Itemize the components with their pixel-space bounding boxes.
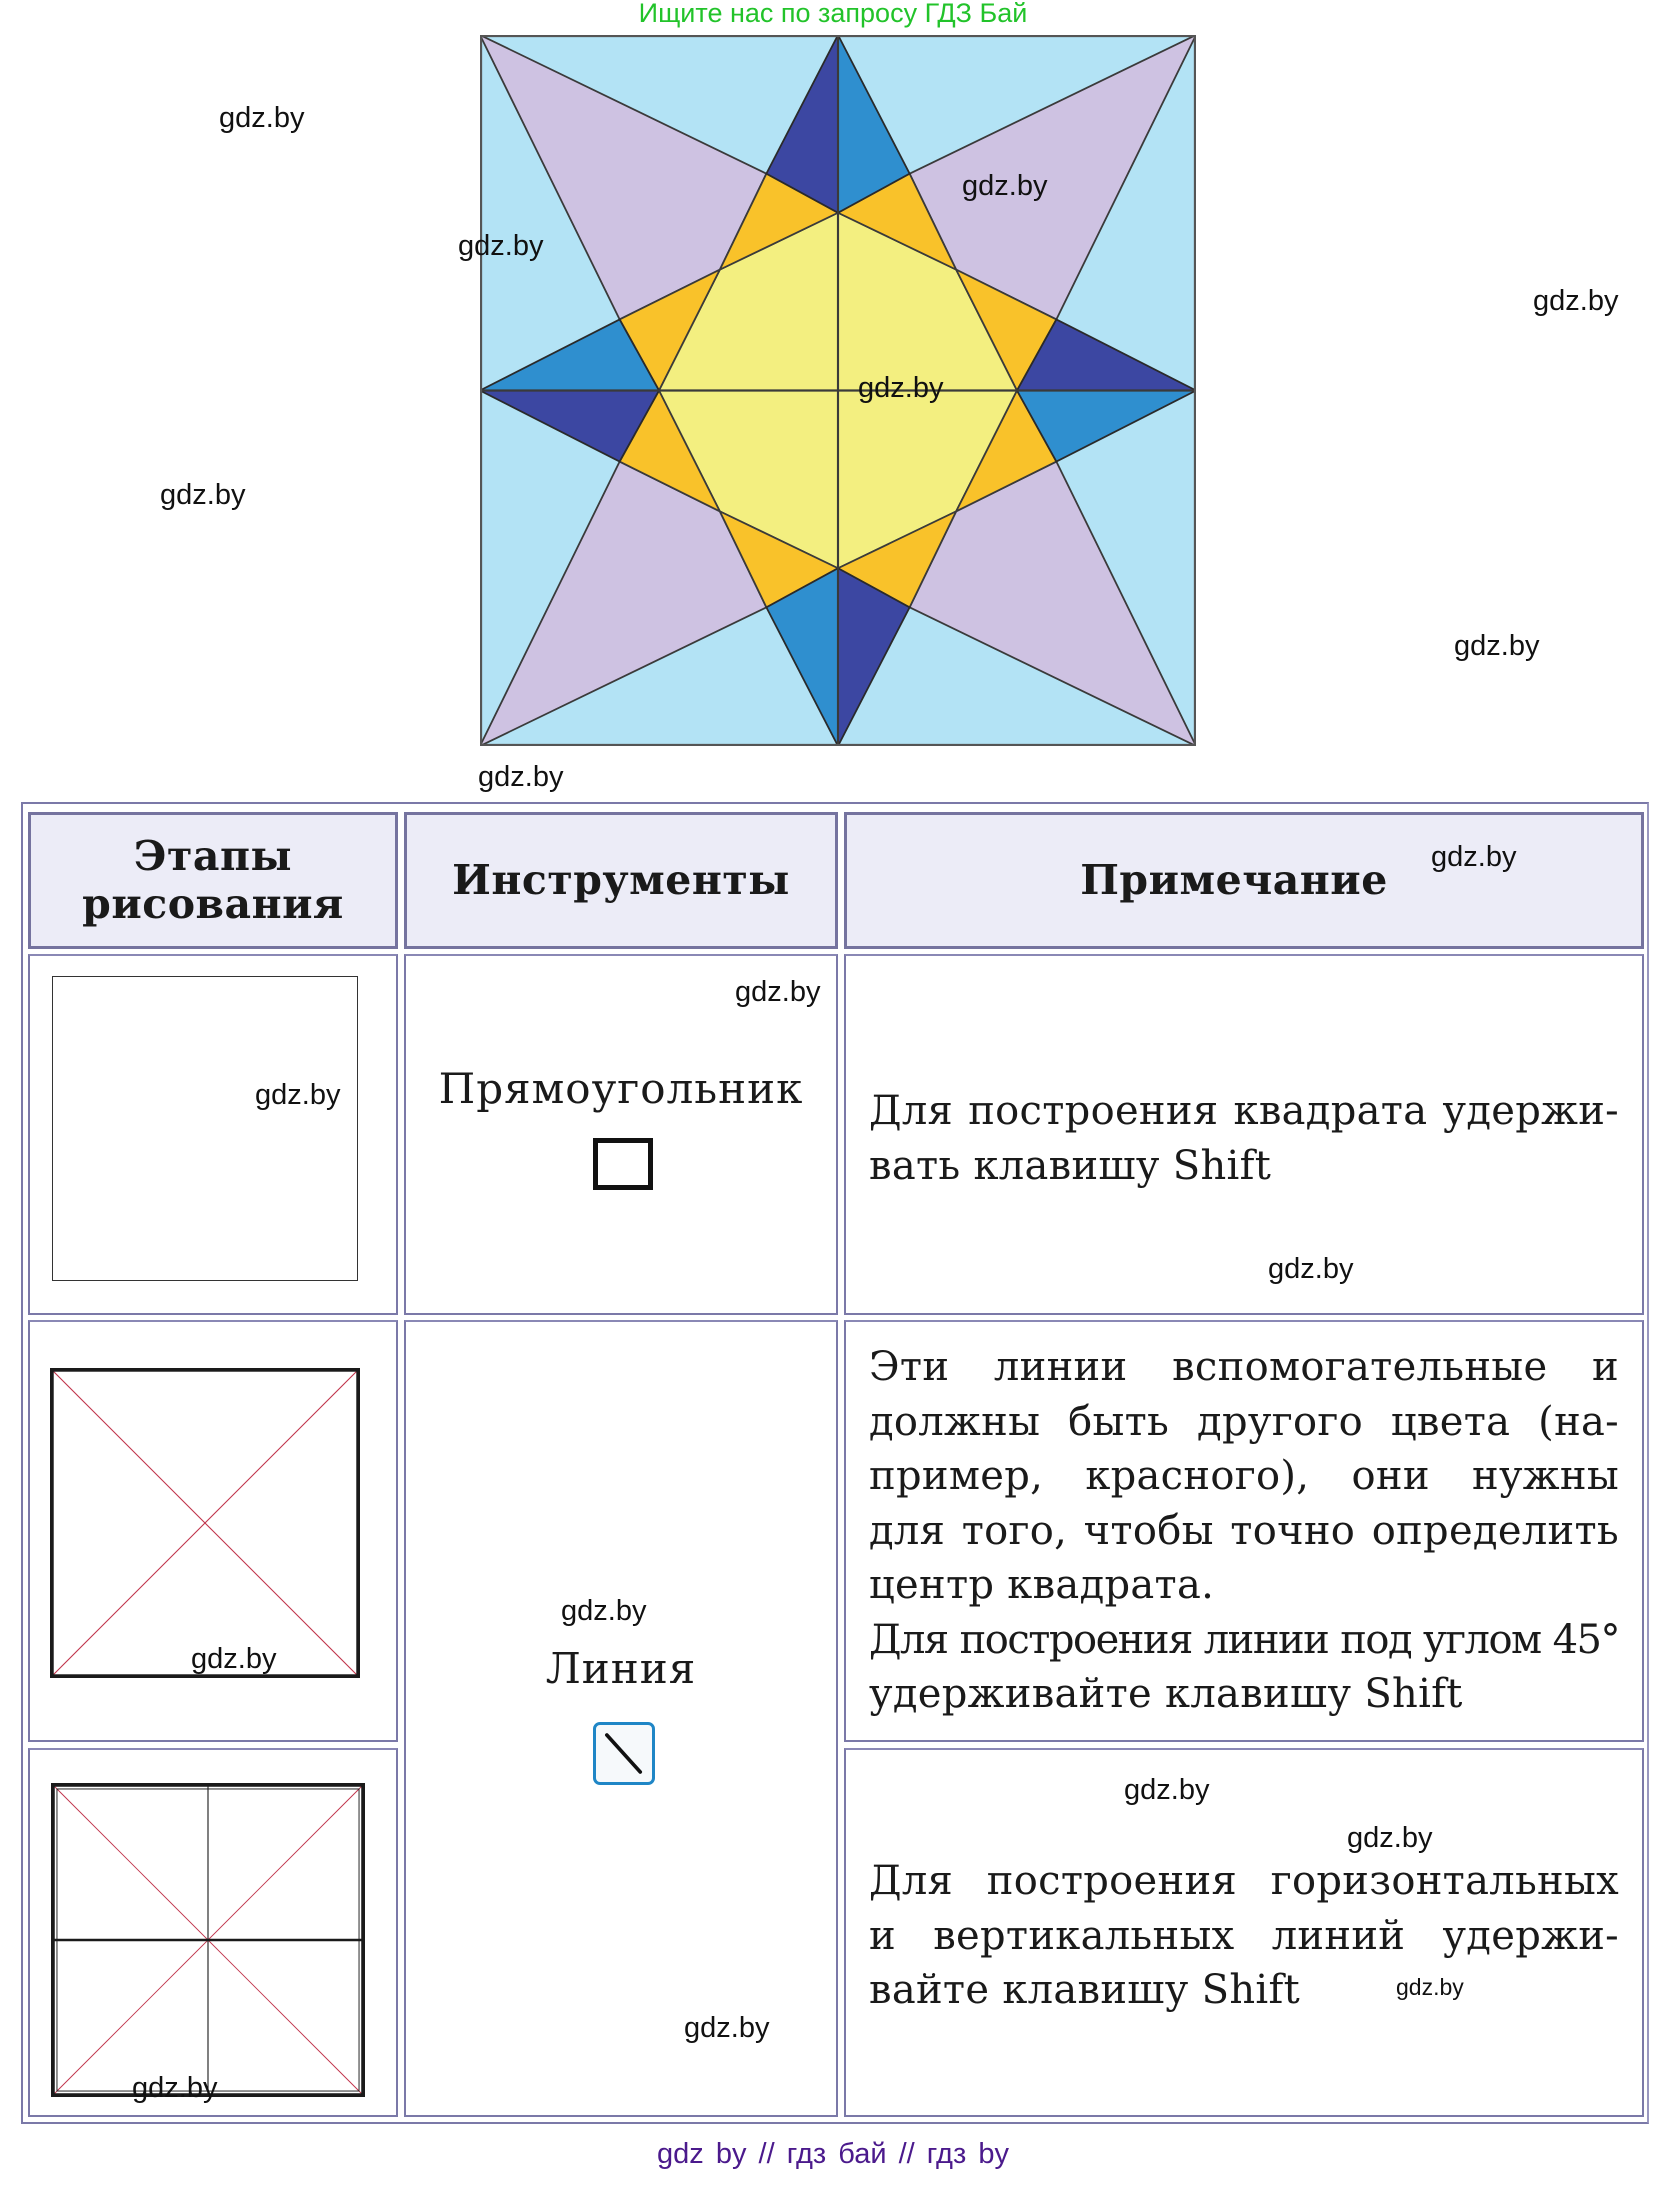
- note-text: Эти линии вспомогательные и: [869, 1344, 1619, 1390]
- watermark: gdz.by: [735, 976, 821, 1008]
- stage-cell-1: [28, 954, 398, 1315]
- header-notes: [844, 812, 1644, 949]
- note-text: и вертикальных линий удержи-: [869, 1912, 1619, 1959]
- footer-links[interactable]: gdz by // гдз бай // гдз by: [657, 2138, 1009, 2170]
- note-text: для того, чтобы точно определить: [869, 1507, 1619, 1554]
- stage-cell-3: [28, 1748, 398, 2117]
- note-text: Для построения линии под углом 45°: [869, 1616, 1619, 1663]
- note-text: центр квадрата.: [869, 1562, 1215, 1608]
- note-cell-2: [844, 1320, 1644, 1742]
- watermark: gdz.by: [1533, 285, 1619, 317]
- note-cell-3: [844, 1748, 1644, 2117]
- watermark: gdz.by: [160, 479, 246, 511]
- header-stages-line1: Этапы: [133, 832, 293, 880]
- note-text: вайте клавишу Shift: [869, 1967, 1300, 2013]
- watermark: gdz.by: [1396, 1974, 1464, 2000]
- watermark: gdz.by: [478, 761, 564, 793]
- rectangle-tool-icon: [593, 1138, 653, 1190]
- line-tool-icon: [593, 1722, 655, 1785]
- stage-square-outline: [52, 976, 358, 1281]
- header-stages: [28, 812, 398, 949]
- note-text: Для построения квадрата удержи-: [869, 1088, 1619, 1134]
- watermark: gdz.by: [684, 2012, 770, 2044]
- watermark: gdz.by: [219, 102, 305, 134]
- note-text: Для построения горизонтальных: [869, 1858, 1619, 1904]
- header-notes-label: Примечание: [1080, 856, 1388, 904]
- search-hint-banner: Ищите нас по запросу ГДЗ Бай: [638, 0, 1028, 28]
- watermark: gdz.by: [132, 2072, 218, 2104]
- tool-cell-rectangle: [404, 954, 838, 1315]
- note-cell-1: [844, 954, 1644, 1315]
- watermark: gdz.by: [1454, 630, 1540, 662]
- tool-cell-line: [404, 1320, 838, 2117]
- note-text: пример, красного), они нужны: [869, 1453, 1619, 1499]
- stage-cell-2: [28, 1320, 398, 1742]
- tool-label-line: Линия: [545, 1644, 697, 1693]
- watermark: gdz.by: [1431, 841, 1517, 873]
- star-figure: [480, 35, 1196, 746]
- header-tools: [404, 812, 838, 949]
- watermark: gdz.by: [458, 230, 544, 262]
- watermark: gdz.by: [255, 1079, 341, 1111]
- stage-square-diagonals: [50, 1368, 360, 1678]
- star-drawing: [480, 35, 1196, 746]
- tool-label-rectangle: Прямоугольник: [438, 1064, 804, 1113]
- header-tools-label: Инструменты: [452, 856, 790, 904]
- note-text: удерживайте клавишу Shift: [869, 1671, 1463, 1717]
- note-text: вать клавишу Shift: [869, 1142, 1272, 1189]
- header-stages-line2: рисования: [82, 880, 344, 928]
- watermark: gdz.by: [858, 372, 944, 404]
- watermark: gdz.by: [1124, 1774, 1210, 1806]
- stage-square-full-guides: [51, 1783, 365, 2097]
- watermark: gdz.by: [1268, 1253, 1354, 1285]
- note-text: должны быть другого цвета (на-: [869, 1398, 1619, 1445]
- watermark: gdz.by: [962, 170, 1048, 202]
- watermark: gdz.by: [561, 1595, 647, 1627]
- watermark: gdz.by: [191, 1643, 277, 1675]
- watermark: gdz.by: [1347, 1822, 1433, 1854]
